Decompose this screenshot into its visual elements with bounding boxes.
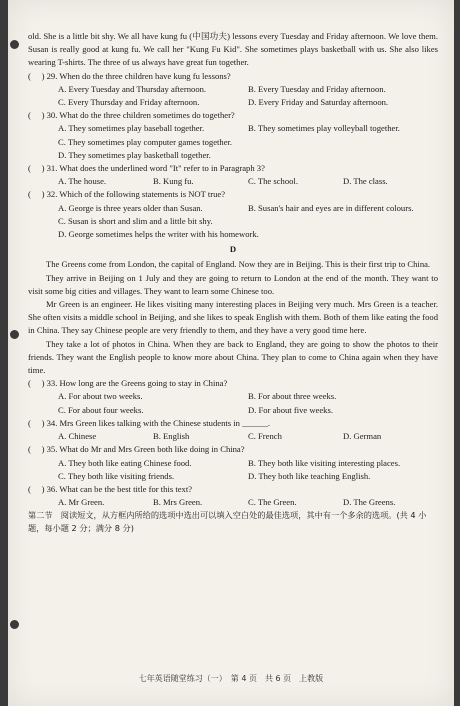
answer-option: B. Kung fu.	[153, 176, 194, 187]
answer-option: C. They sometimes play computer games together.	[58, 136, 233, 147]
answer-option: A. Chinese	[58, 431, 97, 442]
option-row	[28, 202, 438, 215]
part-two-instructions: 第二节 阅读短文，从方框内所给的选项中选出可以填入空白处的最佳选项，其中有一个多余的选项。(共 4 小题，每小题 2 分；满分 8 分)	[28, 510, 427, 534]
section-d-heading: D	[229, 244, 237, 255]
answer-option: A. For about two weeks.	[58, 391, 143, 402]
passage-c-ending	[28, 30, 438, 70]
page-content	[28, 30, 438, 535]
question-item	[28, 483, 438, 509]
answer-option: B. Susan's hair and eyes are in different colours.	[248, 202, 414, 213]
question-item	[28, 377, 438, 417]
answer-option: C. Every Thursday and Friday afternoon.	[58, 97, 200, 108]
paragraph: The Greens come from London, the capital of England. Now they are in Beijing. This is their first trip to China.	[46, 259, 431, 270]
question-stem: ( ) 29. When do the three children have kung fu lessons?	[28, 70, 231, 81]
question-stem: ( ) 32. Which of the following statements is NOT true?	[28, 189, 226, 200]
binder-hole	[10, 40, 19, 49]
option-row	[28, 390, 438, 403]
option-row	[28, 430, 438, 443]
answer-option: C. Susan is short and slim and a little bit shy.	[58, 215, 213, 226]
answer-option: B. They sometimes play volleyball together.	[248, 123, 400, 134]
answer-option: B. Every Tuesday and Friday afternoon.	[248, 83, 386, 94]
binder-hole	[10, 620, 19, 629]
answer-option: A. They sometimes play baseball together.	[58, 123, 205, 134]
answer-option: D. German	[343, 431, 382, 442]
question-stem: ( ) 35. What do Mr and Mrs Green both like doing in China?	[28, 444, 245, 455]
question-stem: ( ) 30. What do the three children sometimes do together?	[28, 110, 235, 121]
option-row	[28, 496, 438, 509]
option-row	[28, 404, 438, 417]
answer-option: A. Every Tuesday and Thursday afternoon.	[58, 83, 207, 94]
paragraph: They arrive in Beijing on 1 July and they are going to return to London at the end of the month. They want to visit some big cities and villages. They want to learn some Chinese too.	[28, 272, 438, 296]
exam-page	[8, 0, 454, 706]
answer-option: A. They both like eating Chinese food.	[58, 457, 192, 468]
question-stem: ( ) 36. What can be the best title for this text?	[28, 483, 193, 494]
option-row	[28, 470, 438, 483]
answer-option: A. The house.	[58, 176, 107, 187]
answer-option: B. English	[153, 431, 190, 442]
page-footer: 七年英语随堂练习（一） 第 4 页 共 6 页 上教版	[138, 674, 324, 683]
question-item	[28, 188, 438, 241]
questions-d	[28, 377, 438, 509]
question-item	[28, 70, 438, 110]
answer-option: C. They both like visiting friends.	[58, 470, 175, 481]
answer-option: C. The school.	[248, 176, 298, 187]
option-row	[28, 122, 438, 135]
answer-option: A. George is three years older than Susan.	[58, 202, 203, 213]
answer-option: C. For about four weeks.	[58, 404, 144, 415]
question-stem: ( ) 33. How long are the Greens going to stay in China?	[28, 378, 228, 389]
option-row	[28, 96, 438, 109]
paragraph: They take a lot of photos in China. When they are back to England, they are going to show the photos to their friends. They want the English people to know more about China. They plan to come to China again when they have time.	[28, 338, 438, 376]
answer-option: D. Every Friday and Saturday afternoon.	[248, 97, 389, 108]
answer-option: C. The Green.	[248, 497, 297, 508]
option-row	[28, 175, 438, 188]
question-item	[28, 162, 438, 188]
answer-option: D. George sometimes helps the writer with his homework.	[58, 229, 259, 240]
binder-hole	[10, 330, 19, 339]
answer-option: C. French	[248, 431, 282, 442]
question-stem: ( ) 31. What does the underlined word "It" refer to in Paragraph 3?	[28, 163, 265, 174]
answer-option: D. They both like teaching English.	[248, 470, 371, 481]
question-item	[28, 417, 438, 443]
answer-option: B. Mrs Green.	[153, 497, 203, 508]
passage-d	[28, 258, 438, 377]
answer-option: A. Mr Green.	[58, 497, 105, 508]
option-row	[28, 457, 438, 470]
answer-option: D. The class.	[343, 176, 388, 187]
answer-option: D. They sometimes play basketball together.	[58, 149, 211, 160]
answer-option: D. For about five weeks.	[248, 404, 333, 415]
answer-option: B. For about three weeks.	[248, 391, 337, 402]
option-row	[28, 83, 438, 96]
paragraph: Mr Green is an engineer. He likes visiting many interesting places in Beijing very much. Mrs Green is a teacher. She often visits a middle school in Beijing, and she likes to speak English with them. Both of them like eating the food in China. They say Chinese people are very friendly to them, and they have a very good time here.	[28, 299, 438, 336]
questions-c	[28, 70, 438, 242]
paragraph: old. She is a little bit shy. We all have kung fu (中国功夫) lessons every Tuesday and Friday afternoon. We love them. Susan is really good at kung fu. We call her "Kung Fu Kid". She sometimes plays basketball with us. She also likes wearing T-shirts. The three of us always have great fun together.	[28, 31, 438, 68]
answer-option: D. The Greens.	[343, 497, 396, 508]
question-item	[28, 443, 438, 483]
answer-option: B. They both like visiting interesting places.	[248, 457, 401, 468]
question-stem: ( ) 34. Mrs Green likes talking with the Chinese students in ______.	[28, 417, 271, 428]
question-item	[28, 109, 438, 162]
